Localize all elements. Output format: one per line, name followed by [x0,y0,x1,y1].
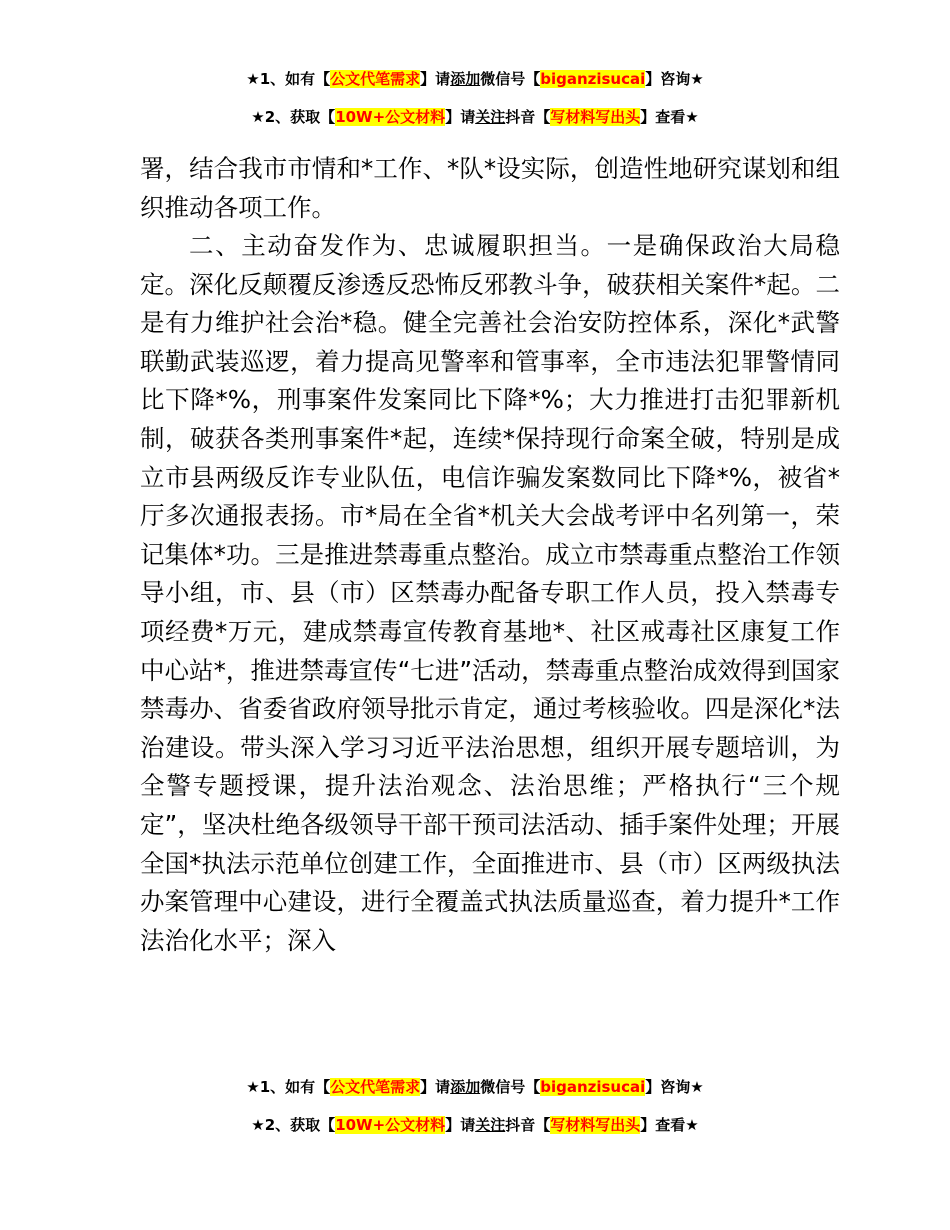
banner-mid: 微信号【 [480,70,541,88]
banner-emphasis: 添加 [450,70,481,88]
footer-banner-line-1 [0,1076,950,1098]
banner-emphasis: 关注 [475,108,506,126]
body-paragraph-continued: 署，结合我市市情和*工作、*队*设实际，创造性地研究谋划和组织推动各项工作。 [140,154,840,222]
banner-mid: 抖音【 [505,108,551,126]
highlight-douyin-id: 写材料写出头 [550,108,641,126]
highlight-ghostwriting: 公文代笔需求 [330,70,421,88]
highlight-materials: 10W+公文材料 [335,108,446,126]
header-banner-line-2 [0,106,950,128]
banner-prefix: ★1、如有【 [246,70,331,88]
highlight-douyin-id: 写材料写出头 [550,1116,641,1134]
highlight-materials: 10W+公文材料 [335,1116,446,1134]
header-banner-line-1 [0,68,950,90]
body-paragraph-section-two: 二、主动奋发作为、忠诚履职担当。一是确保政治大局稳定。深化反颠覆反渗透反恐怖反邪教斗争，破获相关案件*起。二是有力维护社会治*稳。健全完善社会治安防控体系，深化*武警联勤武装巡逻，着力提高见警率和管事率，全市违法犯罪警情同比下降*%，刑事案件发案同比下降*%；大力推进打击犯罪新机制，破获各类刑事案件*起，连续*保持现行命案全破，特别是成立市县两级反诈专业队伍，电信诈骗发案数同比下降*%，被省*厅多次通报表扬。市*局在全省*机关大会战考评中名列第一，荣记集体*功。三是推进禁毒重点整治。成立市禁毒重点整治工作领导小组，市、县（市）区禁毒办配备专职工作人员，投入禁毒专项经费*万元，建成禁毒宣传教育基地*、社区戒毒社区康复工作中心站*，推进禁毒宣传“七进”活动，禁毒重点整治成效得到国家禁毒办、省委省政府领导批示肯定，通过考核验收。四是深化*法治建设。带头深入学习习近平法治思想，组织开展专题培训，为全警专题授课，提升法治观念、法治思维；严格执行“三个规定”，坚决杜绝各级领导干部干预司法活动、插手案件处理；开展全国*执法示范单位创建工作，全面推进市、县（市）区两级执法办案管理中心建设，进行全覆盖式执法质量巡查，着力提升*工作法治化水平；深入 [140,231,840,955]
banner-mid: 】请 [420,1078,451,1096]
highlight-wechat-id: biganzisucai [540,1078,646,1096]
banner-prefix: ★2、获取【 [251,108,336,126]
footer-banner-line-2 [0,1114,950,1136]
highlight-wechat-id: biganzisucai [540,70,646,88]
banner-mid: 】请 [445,1116,476,1134]
banner-suffix: 】查看★ [640,1116,699,1134]
banner-prefix: ★2、获取【 [251,1116,336,1134]
banner-suffix: 】咨询★ [645,1078,704,1096]
banner-mid: 抖音【 [505,1116,551,1134]
banner-mid: 微信号【 [480,1078,541,1096]
banner-suffix: 】咨询★ [645,70,704,88]
banner-emphasis: 添加 [450,1078,481,1096]
highlight-ghostwriting: 公文代笔需求 [330,1078,421,1096]
banner-prefix: ★1、如有【 [246,1078,331,1096]
banner-mid: 】请 [420,70,451,88]
banner-emphasis: 关注 [475,1116,506,1134]
banner-suffix: 】查看★ [640,108,699,126]
banner-mid: 】请 [445,108,476,126]
